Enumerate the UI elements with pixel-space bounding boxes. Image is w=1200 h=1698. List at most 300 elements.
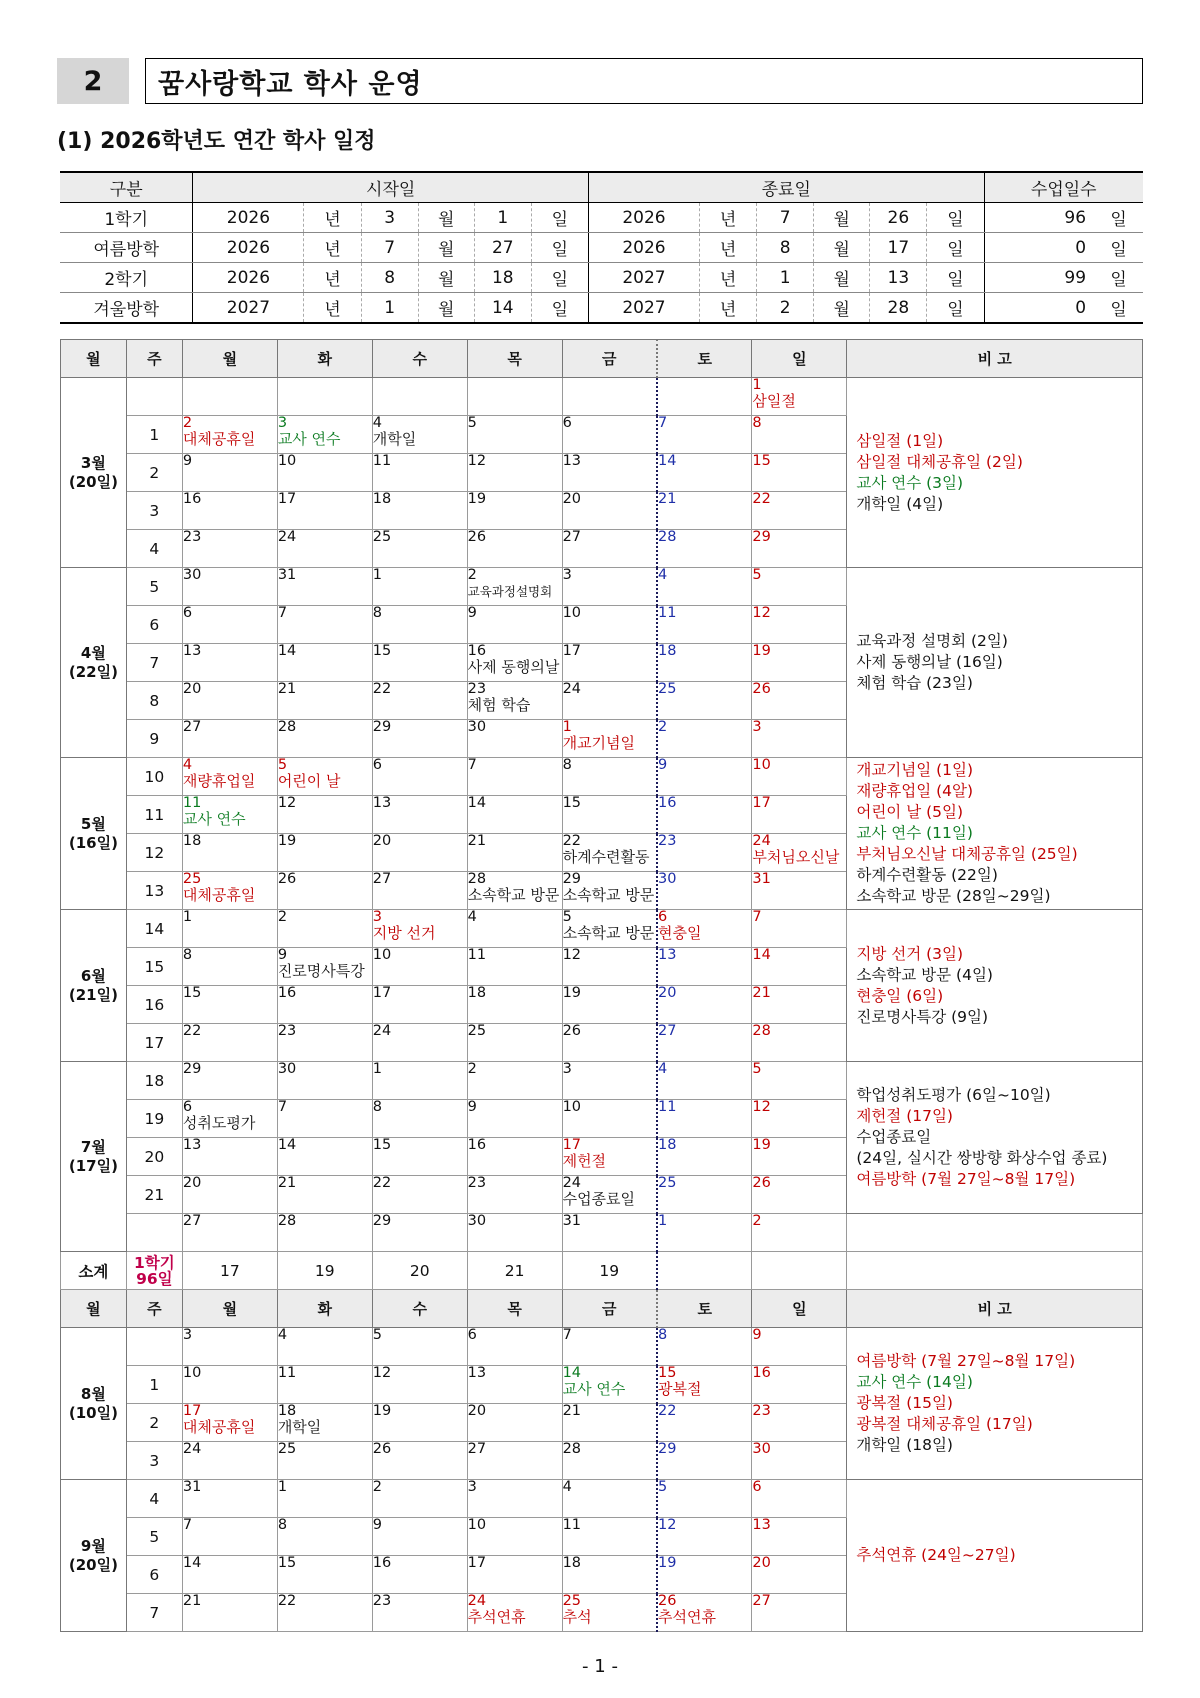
day-number: 23 [372,1593,392,1609]
day-number: 22 [752,491,771,507]
day-number: 28 [752,1023,771,1039]
calendar-day-cell [657,1328,752,1366]
calendar-header-cell: 수 [372,340,467,378]
day-number: 23 [182,529,202,545]
day-number: 26 [658,1593,677,1609]
calendar-week-row [61,1480,1143,1518]
calendar-day-cell [277,1328,372,1366]
calendar-day-cell [182,1594,277,1632]
remark-line: 재량휴업일 (4알) [856,782,974,800]
summary-cell: 일 [531,233,588,263]
calendar-day-cell [752,492,847,530]
day-number: 12 [277,795,297,811]
day-number: 1 [277,1479,288,1495]
day-number: 12 [752,1099,771,1115]
calendar-day-cell [372,606,467,644]
day-number: 12 [562,947,582,963]
day-event: 교사 연수 [562,1380,626,1398]
calendar-day-cell [657,1214,752,1252]
remark-line: 여름방학 (7월 27일~8월 17일) [856,1170,1076,1188]
calendar-day-cell [657,1100,752,1138]
calendar-day-cell [372,834,467,872]
day-number: 30 [752,1441,771,1457]
remark-line: 교사 연수 (14일) [856,1373,973,1391]
week-number: 1 [126,1366,182,1404]
calendar-day-cell [562,378,657,416]
summary-cell: 2 [757,293,814,324]
empty-remark-cell [847,1214,1143,1252]
calendar-day-cell [657,758,752,796]
calendar-day-cell [372,1366,467,1404]
week-number: 21 [126,1176,182,1214]
day-number: 27 [752,1593,771,1609]
day-number: 26 [752,1175,771,1191]
calendar-day-cell [562,1100,657,1138]
day-number: 28 [467,871,487,887]
day-number: 9 [467,1099,477,1115]
summary-cell: 18 [474,263,531,293]
day-number: 22 [277,1593,297,1609]
summary-cell: 월 [418,203,474,233]
remark-line: 제헌절 (17일) [856,1107,953,1125]
day-event: 추석 [562,1608,592,1626]
calendar-day-cell [657,834,752,872]
summary-cell: 96 [984,203,1094,233]
calendar-day-cell [562,606,657,644]
calendar-day-cell [657,682,752,720]
day-event: 하계수련활동 [562,848,650,866]
day-event: 교사 연수 [182,810,246,828]
summary-cell: 년 [700,233,757,263]
month-label-line: (22일) [68,662,118,681]
calendar-day-cell [657,910,752,948]
subtotal-empty [752,1252,847,1290]
day-number: 8 [372,605,382,621]
calendar-day-cell [562,758,657,796]
calendar-day-cell [372,1556,467,1594]
month-remarks [847,378,1143,568]
day-number: 26 [752,681,771,697]
day-event: 성취도평가 [182,1114,256,1132]
calendar-day-cell [752,606,847,644]
day-number: 25 [372,529,392,545]
day-number: 11 [658,1099,677,1115]
calendar-day-cell [562,1214,657,1252]
month-remarks [847,910,1143,1062]
day-number: 28 [277,719,297,735]
day-number: 10 [372,947,392,963]
day-number: 9 [658,757,668,773]
summary-cell: 일 [1094,203,1143,233]
day-number: 29 [372,719,392,735]
calendar-day-cell [562,910,657,948]
calendar-day-cell [182,872,277,910]
calendar-day-cell [277,1594,372,1632]
day-number: 21 [277,681,297,697]
calendar-day-cell [277,454,372,492]
month-label [61,1480,127,1632]
subtotal-value: 21 [467,1252,562,1290]
calendar-week-row [61,1328,1143,1366]
calendar-day-cell [562,796,657,834]
day-number: 7 [277,1099,288,1115]
day-number: 1 [372,1061,382,1077]
summary-cell: 13 [870,263,927,293]
day-number: 14 [658,453,677,469]
week-number: 16 [126,986,182,1024]
summary-cell: 7 [757,203,814,233]
calendar-day-cell [562,530,657,568]
day-number: 7 [562,1327,572,1343]
day-number: 5 [372,1327,382,1343]
month-label-line: 9월 [80,1536,106,1555]
section-number: 2 [57,58,129,104]
calendar-day-cell [467,758,562,796]
day-number: 16 [372,1555,392,1571]
calendar-day-cell [467,1100,562,1138]
calendar-day-cell [657,530,752,568]
month-label-line: 4월 [80,643,106,662]
day-number: 6 [372,757,382,773]
page-number: - 1 - [582,1656,618,1677]
calendar-day-cell [182,1556,277,1594]
day-number: 11 [372,453,392,469]
calendar-day-cell [277,606,372,644]
day-number: 12 [752,605,771,621]
day-number: 14 [752,947,771,963]
summary-header-cell: 시작일 [193,172,589,203]
day-number: 29 [562,871,582,887]
month-label-line: (10일) [68,1403,118,1422]
week-number: 7 [126,644,182,682]
day-number: 19 [752,1137,771,1153]
day-number: 3 [182,1327,193,1343]
remark-line: 지방 선거 (3일) [856,944,964,963]
day-number: 3 [562,567,572,583]
calendar-day-cell [752,1594,847,1632]
summary-cell: 일 [1094,233,1143,263]
calendar-week-row [61,758,1143,796]
summary-cell: 0 [984,233,1094,263]
day-number: 11 [277,1365,297,1381]
day-event: 현충일 [658,924,702,942]
calendar-day-cell [752,758,847,796]
calendar-day-cell [752,872,847,910]
summary-cell: 2026 [193,263,304,293]
subtotal-semester-line: 96일 [136,1269,173,1288]
calendar-day-cell [372,720,467,758]
calendar-header-cell: 토 [657,1290,752,1328]
day-number: 23 [467,1175,487,1191]
calendar-day-cell [467,1404,562,1442]
calendar-header-cell: 월 [182,1290,277,1328]
summary-cell: 년 [700,293,757,324]
day-number: 8 [372,1099,382,1115]
day-number: 21 [658,491,677,507]
day-number: 11 [658,605,677,621]
month-label [61,1328,127,1480]
day-number: 5 [277,757,288,773]
day-number: 26 [372,1441,392,1457]
day-number: 12 [467,453,487,469]
calendar-day-cell [182,1214,277,1252]
calendar-day-cell [372,1214,467,1252]
day-number: 31 [182,1479,202,1495]
day-number: 28 [277,1213,297,1229]
calendar-day-cell [277,910,372,948]
calendar-day-cell [467,1518,562,1556]
calendar-day-cell [372,758,467,796]
remark-line: 광복절 대체공휴일 (17일) [856,1415,1033,1433]
calendar-day-cell [467,796,562,834]
summary-row [60,233,1143,263]
day-number: 8 [182,947,193,963]
calendar-day-cell [372,948,467,986]
calendar-day-cell [182,1176,277,1214]
calendar-day-cell [182,834,277,872]
semester-summary-table [60,171,1143,324]
day-number: 2 [277,909,288,925]
day-number: 6 [182,1099,193,1115]
calendar-day-cell [277,1062,372,1100]
day-number: 30 [277,1061,297,1077]
day-number: 3 [752,719,762,735]
day-number: 28 [562,1441,582,1457]
day-number: 21 [277,1175,297,1191]
summary-cell: 2027 [193,293,304,324]
calendar-day-cell [372,1138,467,1176]
week-number: 4 [126,530,182,568]
day-number: 24 [372,1023,392,1039]
day-number: 4 [372,415,382,431]
calendar-day-cell [562,1366,657,1404]
day-number: 15 [277,1555,297,1571]
calendar-day-cell [277,1176,372,1214]
day-number: 13 [467,1365,487,1381]
summary-cell: 2027 [588,293,699,324]
calendar-day-cell [277,644,372,682]
calendar-day-cell [182,1138,277,1176]
day-number: 15 [562,795,582,811]
day-number: 24 [752,833,771,849]
calendar-day-cell [657,378,752,416]
day-number: 1 [658,1213,668,1229]
day-number: 3 [562,1061,572,1077]
calendar-day-cell [277,796,372,834]
day-number: 4 [658,1061,668,1077]
summary-cell: 8 [361,263,418,293]
calendar-day-cell [752,1480,847,1518]
day-number: 10 [562,1099,582,1115]
day-number: 8 [277,1517,288,1533]
day-event: 재량휴업일 [182,772,256,790]
summary-cell: 일 [927,263,984,293]
calendar-day-cell [467,1138,562,1176]
day-number: 12 [658,1517,677,1533]
calendar-day-cell [467,1442,562,1480]
day-event: 진로명사특강 [277,962,365,980]
day-number: 10 [182,1365,202,1381]
day-number: 19 [562,985,582,1001]
day-number: 27 [182,1213,202,1229]
calendar-day-cell [752,1214,847,1252]
week-number: 7 [126,1594,182,1632]
calendar-day-cell [657,1176,752,1214]
calendar-day-cell [562,1518,657,1556]
day-event: 삼일절 [752,392,796,410]
calendar-day-cell [182,1518,277,1556]
calendar-day-cell [372,644,467,682]
subtotal-empty [657,1252,752,1290]
day-number: 25 [562,1593,582,1609]
day-number: 30 [467,719,487,735]
day-number: 24 [562,1175,582,1191]
subtotal-empty [847,1252,1143,1290]
day-number: 10 [277,453,297,469]
calendar-day-cell [657,1518,752,1556]
academic-calendar-table [60,339,1143,1632]
summary-cell: 1 [757,263,814,293]
day-number: 31 [277,567,297,583]
calendar-day-cell [372,492,467,530]
day-number: 25 [277,1441,297,1457]
summary-cell: 년 [700,263,757,293]
week-number: 2 [126,1404,182,1442]
calendar-day-cell [562,1480,657,1518]
calendar-day-cell [467,378,562,416]
day-number: 11 [562,1517,582,1533]
day-number: 4 [467,909,477,925]
calendar-day-cell [562,1176,657,1214]
calendar-day-cell [562,492,657,530]
calendar-day-cell [467,986,562,1024]
week-number: 5 [126,1518,182,1556]
week-number: 9 [126,720,182,758]
month-label-line: (17일) [68,1156,118,1175]
calendar-day-cell [752,530,847,568]
calendar-day-cell [467,1366,562,1404]
calendar-day-cell [182,416,277,454]
calendar-day-cell [752,1100,847,1138]
summary-cell: 17 [870,233,927,263]
day-number: 24 [182,1441,202,1457]
day-event: 대체공휴일 [182,1418,256,1436]
summary-cell: 2026 [193,233,304,263]
calendar-week-row [61,1214,1143,1252]
calendar-day-cell [467,910,562,948]
calendar-day-cell [277,1404,372,1442]
day-number: 15 [372,643,392,659]
calendar-day-cell [277,1024,372,1062]
week-number: 6 [126,1556,182,1594]
month-label-line: 7월 [80,1137,106,1156]
summary-cell: 월 [814,293,870,324]
day-number: 16 [277,985,297,1001]
summary-cell: 14 [474,293,531,324]
subsection-title: (1) 2026학년도 연간 학사 일정 [57,129,376,154]
calendar-day-cell [277,720,372,758]
day-number: 23 [658,833,677,849]
calendar-header-cell: 비 고 [847,1290,1143,1328]
day-number: 15 [372,1137,392,1153]
day-event: 추석연휴 [658,1608,716,1626]
calendar-day-cell [657,1556,752,1594]
subtotal-value: 19 [277,1252,372,1290]
calendar-day-cell [372,1062,467,1100]
day-number: 29 [752,529,771,545]
summary-cell: 월 [418,263,474,293]
calendar-day-cell [182,530,277,568]
calendar-day-cell [657,1594,752,1632]
month-label-line: (20일) [68,472,118,491]
day-number: 23 [467,681,487,697]
day-number: 16 [467,643,487,659]
calendar-day-cell [372,1442,467,1480]
summary-cell: 년 [304,263,361,293]
week-number: 12 [126,834,182,872]
calendar-header-cell: 화 [277,340,372,378]
calendar-day-cell [277,1138,372,1176]
calendar-day-cell [182,720,277,758]
remark-line: 추석연휴 (24일~27일) [856,1546,1016,1564]
day-number: 15 [752,453,771,469]
day-number: 18 [467,985,487,1001]
day-number: 14 [467,795,487,811]
week-number: 11 [126,796,182,834]
calendar-day-cell [277,872,372,910]
summary-cell: 년 [304,203,361,233]
summary-cell: 년 [700,203,757,233]
calendar-day-cell [562,568,657,606]
day-number: 8 [562,757,572,773]
calendar-day-cell [277,948,372,986]
calendar-day-cell [467,1024,562,1062]
day-number: 5 [752,567,762,583]
calendar-day-cell [752,644,847,682]
month-remarks [847,1062,1143,1214]
day-number: 22 [658,1403,677,1419]
remark-line: 교육과정 설명회 (2일) [856,632,1008,650]
calendar-header-cell: 월 [61,340,127,378]
calendar-day-cell [657,1062,752,1100]
day-number: 30 [658,871,677,887]
summary-cell: 월 [814,203,870,233]
summary-cell: 2027 [588,263,699,293]
calendar-day-cell [657,644,752,682]
remark-line: 교사 연수 (3일) [856,473,964,492]
summary-cell: 1 [361,293,418,324]
day-number: 17 [562,643,582,659]
month-label [61,758,127,910]
calendar-week-row [61,1062,1143,1100]
summary-header-cell: 수업일수 [984,172,1143,203]
calendar-day-cell [467,1176,562,1214]
calendar-day-cell [467,530,562,568]
calendar-day-cell [657,986,752,1024]
calendar-day-cell [562,454,657,492]
calendar-day-cell [182,1100,277,1138]
calendar-day-cell [277,1100,372,1138]
summary-cell: 월 [814,263,870,293]
day-number: 11 [182,795,202,811]
week-number: 13 [126,872,182,910]
calendar-day-cell [657,796,752,834]
calendar-day-cell [562,1328,657,1366]
day-event: 지방 선거 [372,924,436,942]
summary-cell: 일 [927,233,984,263]
day-number: 20 [467,1403,487,1419]
day-number: 17 [277,491,297,507]
